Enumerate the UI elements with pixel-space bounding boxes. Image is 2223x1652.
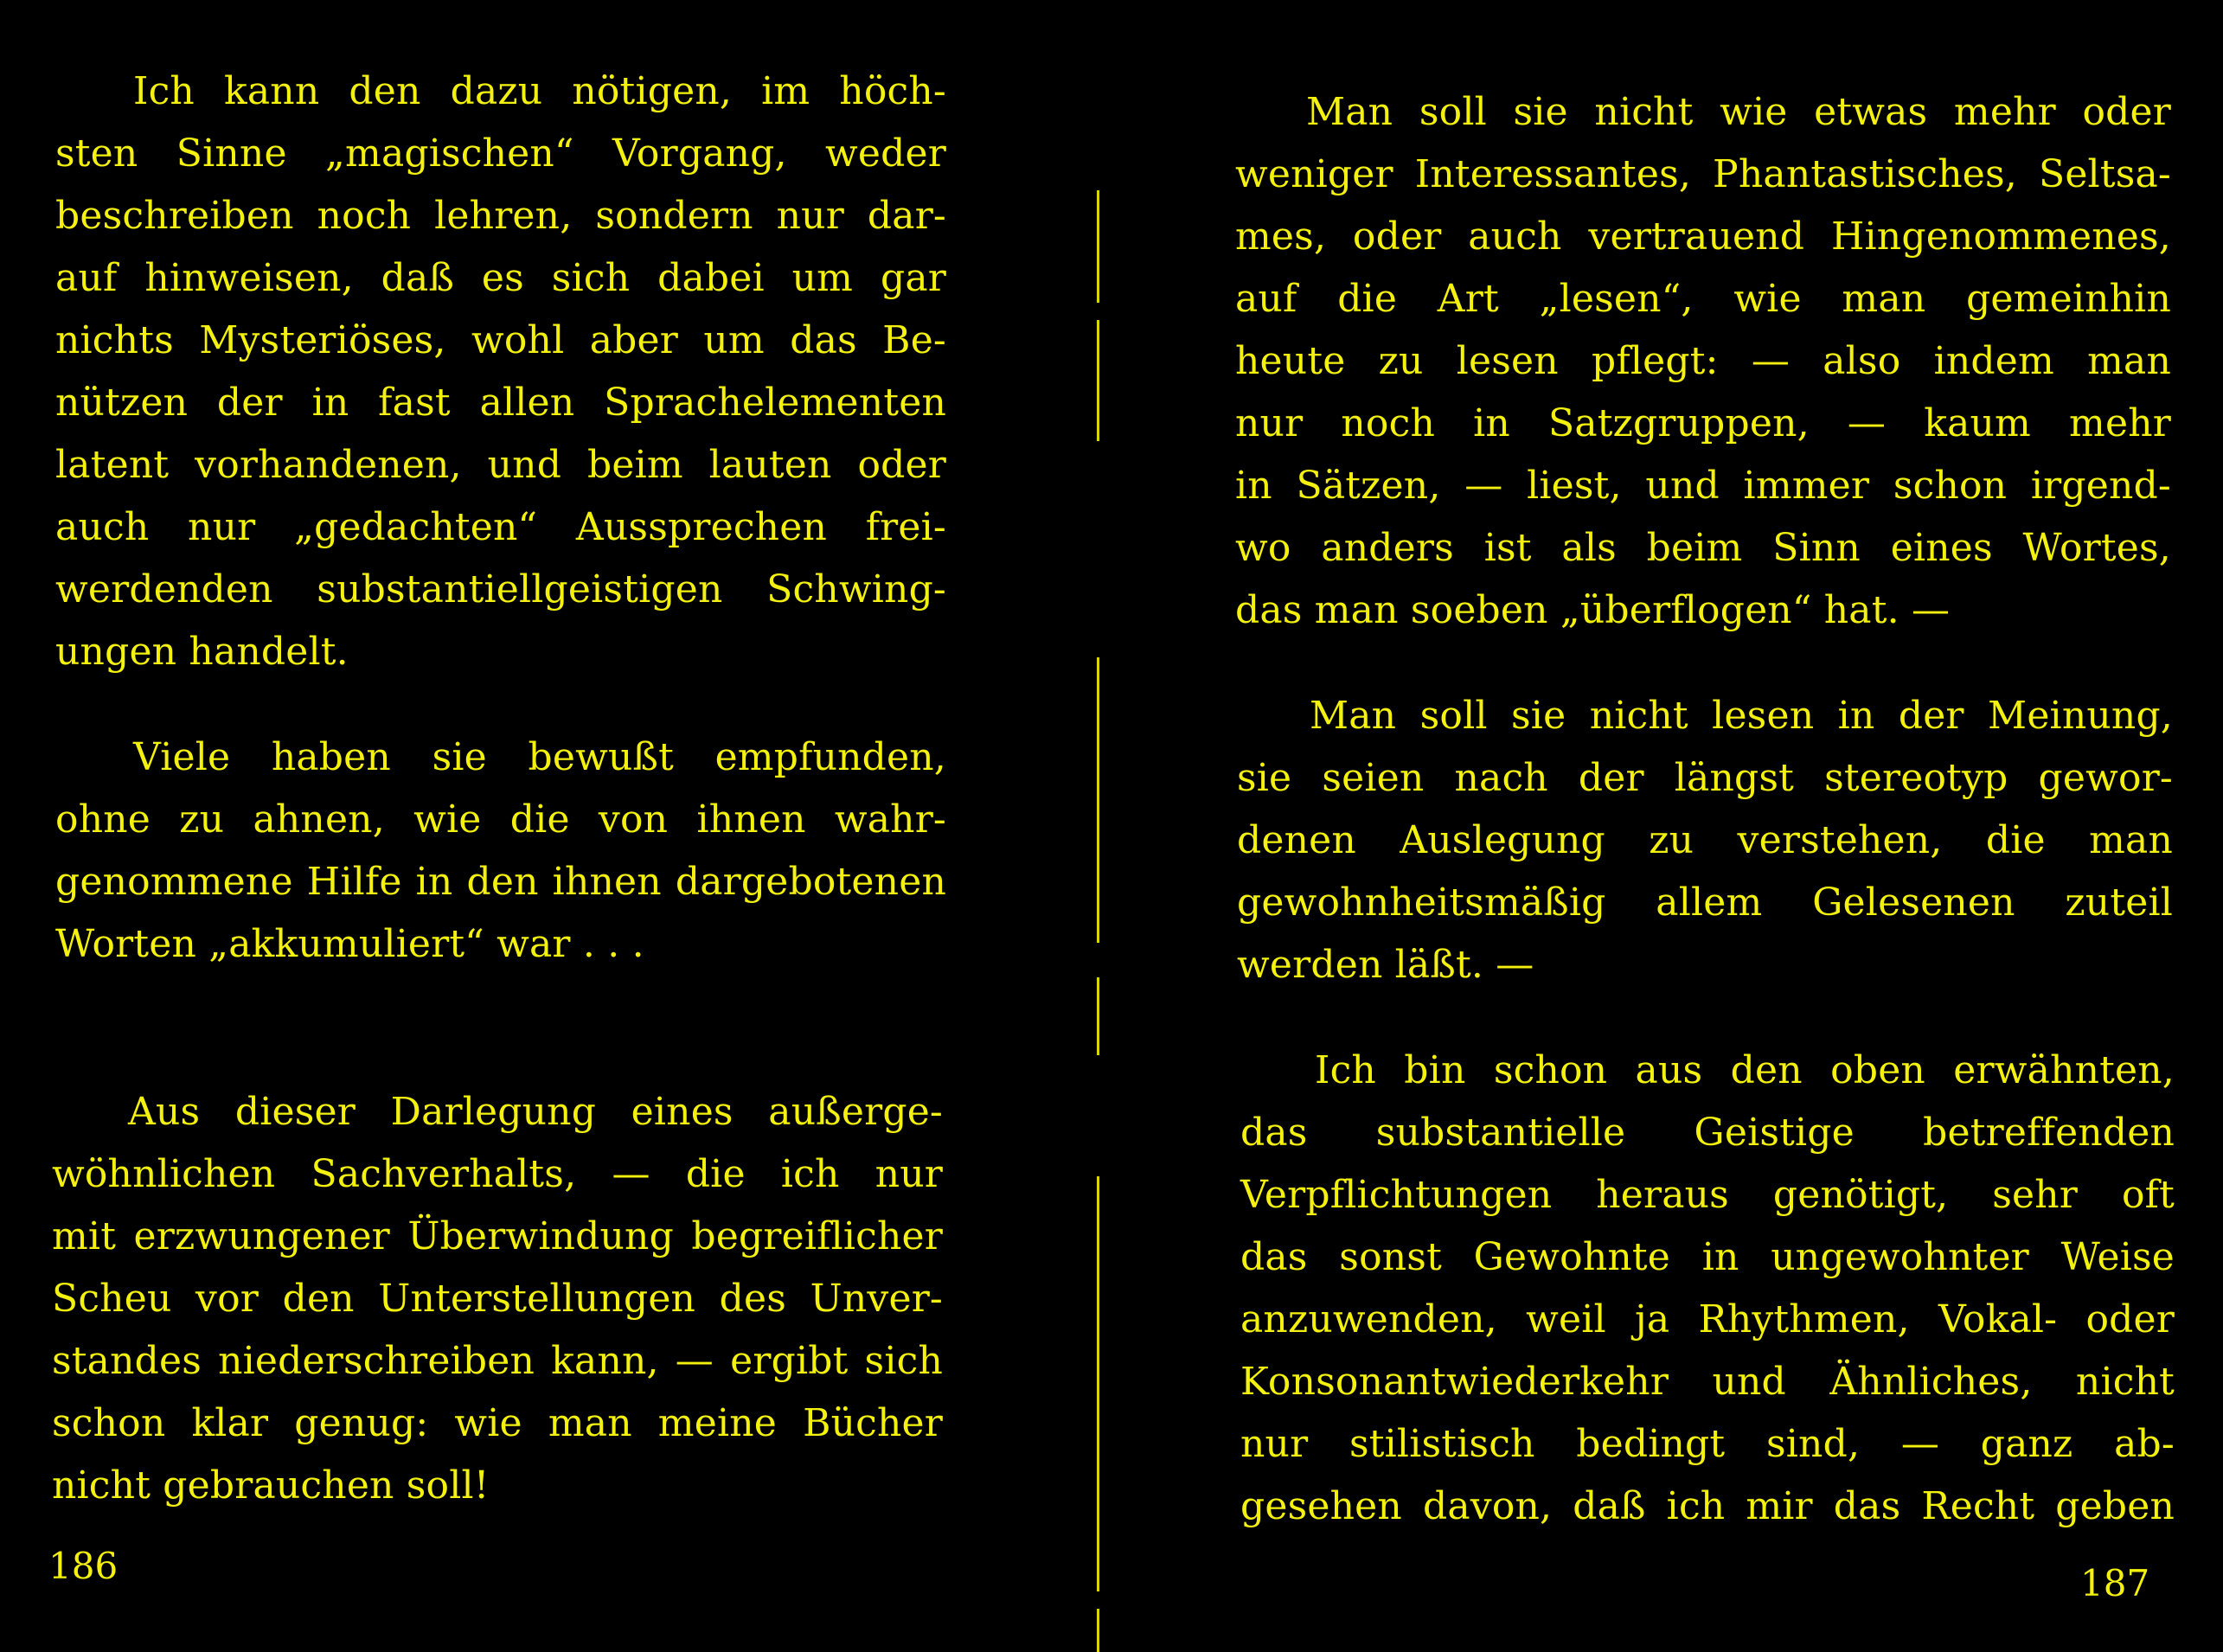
text-line: wo anders ist als beim Sinn eines Wortes, [1235, 526, 2171, 570]
text-line: mes, oder auch vertrauend Hingenommenes, [1235, 215, 2171, 259]
text-line: beschreiben noch lehren, sondern nur dar- [55, 194, 946, 238]
text-line: gesehen davon, daß ich mir das Recht geben [1240, 1484, 2175, 1528]
left-page [0, 0, 1090, 1652]
text-line: sie seien nach der längst stereotyp gewor- [1237, 756, 2173, 800]
text-line: ohne zu ahnen, wie die von ihnen wahr- [55, 797, 946, 842]
text-line: Man soll sie nicht wie etwas mehr oder [1306, 90, 2171, 134]
text-line: werden läßt. — [1237, 943, 1534, 987]
text-line: standes niederschreiben kann, — ergibt sich [52, 1339, 943, 1383]
text-line: genommene Hilfe in den ihnen dargebotenen [55, 860, 946, 904]
text-line: auf hinweisen, daß es sich dabei um gar [55, 256, 946, 300]
text-line: werdenden substantiellgeistigen Schwing- [55, 567, 946, 611]
left-paragraph-3 [52, 1081, 943, 1517]
text-line: Ich bin schon aus den oben erwähnten, [1315, 1048, 2175, 1092]
right-paragraph-3 [1240, 1040, 2175, 1538]
book-gutter [1097, 35, 1100, 1652]
left-paragraph-2 [55, 727, 946, 976]
text-line: heute zu lesen pflegt: — also indem man [1235, 339, 2171, 383]
text-line: schon klar genug: wie man meine Bücher [52, 1401, 943, 1445]
text-line: das man soeben „überflogen“ hat. — [1235, 588, 1951, 632]
text-line: nützen der in fast allen Sprachelementen [55, 381, 946, 425]
text-line: wöhnlichen Sachverhalts, — die ich nur [52, 1152, 943, 1196]
text-line: denen Auslegung zu verstehen, die man [1237, 818, 2173, 862]
text-line: Konsonantwiederkehr und Ähnliches, nicht [1240, 1360, 2175, 1404]
text-line: Verpflichtungen heraus genötigt, sehr oft [1240, 1173, 2175, 1217]
page-number-left: 186 [48, 1545, 119, 1587]
text-line: Ich kann den dazu nötigen, im höch- [133, 69, 946, 113]
text-line: ungen handelt. [55, 630, 349, 674]
left-paragraph-1 [55, 61, 946, 683]
text-line: Aus dieser Darlegung eines außerge- [128, 1090, 943, 1134]
text-line: Viele haben sie bewußt empfunden, [133, 735, 946, 779]
text-line: weniger Interessantes, Phantastisches, Seltsa- [1235, 152, 2171, 196]
text-line: nur stilistisch bedingt sind, — ganz ab- [1240, 1422, 2175, 1466]
text-line: gewohnheitsmäßig allem Gelesenen zuteil [1237, 880, 2173, 925]
text-line: Man soll sie nicht lesen in der Meinung, [1310, 694, 2173, 738]
text-line: latent vorhandenen, und beim lauten oder [55, 443, 946, 487]
text-line: nicht gebrauchen soll! [52, 1463, 490, 1508]
text-line: Scheu vor den Unterstellungen des Unver- [52, 1277, 943, 1321]
text-line: mit erzwungener Überwindung begreiflicher [52, 1214, 943, 1258]
right-paragraph-1 [1235, 81, 2171, 642]
page-number-right: 187 [2080, 1562, 2150, 1604]
text-line: das substantielle Geistige betreffenden [1240, 1111, 2175, 1155]
right-paragraph-2 [1237, 685, 2173, 996]
right-page [1107, 0, 2223, 1652]
text-line: sten Sinne „magischen“ Vorgang, weder [55, 131, 946, 176]
text-line: anzuwenden, weil ja Rhythmen, Vokal- oder [1240, 1297, 2175, 1341]
text-line: auch nur „gedachten“ Aussprechen frei- [55, 505, 946, 549]
text-line: auf die Art „lesen“, wie man gemeinhin [1235, 277, 2171, 321]
text-line: das sonst Gewohnte in ungewohnter Weise [1240, 1235, 2175, 1279]
text-line: in Sätzen, — liest, und immer schon irgend- [1235, 464, 2171, 508]
text-line: nichts Mysteriöses, wohl aber um das Be- [55, 318, 946, 362]
text-line: Worten „akkumuliert“ war . . . [55, 922, 644, 966]
text-line: nur noch in Satzgruppen, — kaum mehr [1235, 401, 2171, 445]
